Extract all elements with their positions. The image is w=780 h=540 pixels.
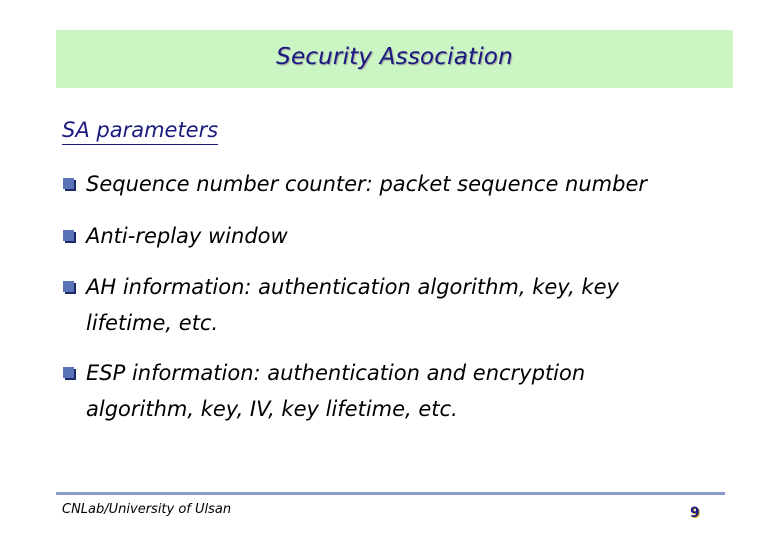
slide-title: Security Association (276, 44, 513, 70)
bullet-item (63, 166, 647, 202)
bullet-item (63, 355, 585, 427)
square-bullet-icon (63, 367, 74, 378)
bullet-text-line: ESP information: authentication and encryption (86, 361, 586, 385)
title-banner (56, 30, 733, 88)
bullet-text-line: Anti-replay window (86, 224, 288, 248)
bullet-text-line: Sequence number counter: packet sequence number (86, 172, 648, 196)
bullet-item (63, 218, 288, 254)
footer-divider (56, 492, 725, 495)
footer-affiliation: CNLab/University of Ulsan (62, 502, 232, 517)
bullet-item (63, 269, 619, 341)
section-heading: SA parameters (62, 118, 218, 145)
square-bullet-icon (63, 281, 74, 292)
bullet-text-line: lifetime, etc. (86, 311, 219, 335)
bullet-text-line: algorithm, key, IV, key lifetime, etc. (86, 397, 458, 421)
page-number: 9 (690, 505, 700, 521)
square-bullet-icon (63, 178, 74, 189)
square-bullet-icon (63, 230, 74, 241)
bullet-text-line: AH information: authentication algorithm, key, key (86, 275, 619, 299)
